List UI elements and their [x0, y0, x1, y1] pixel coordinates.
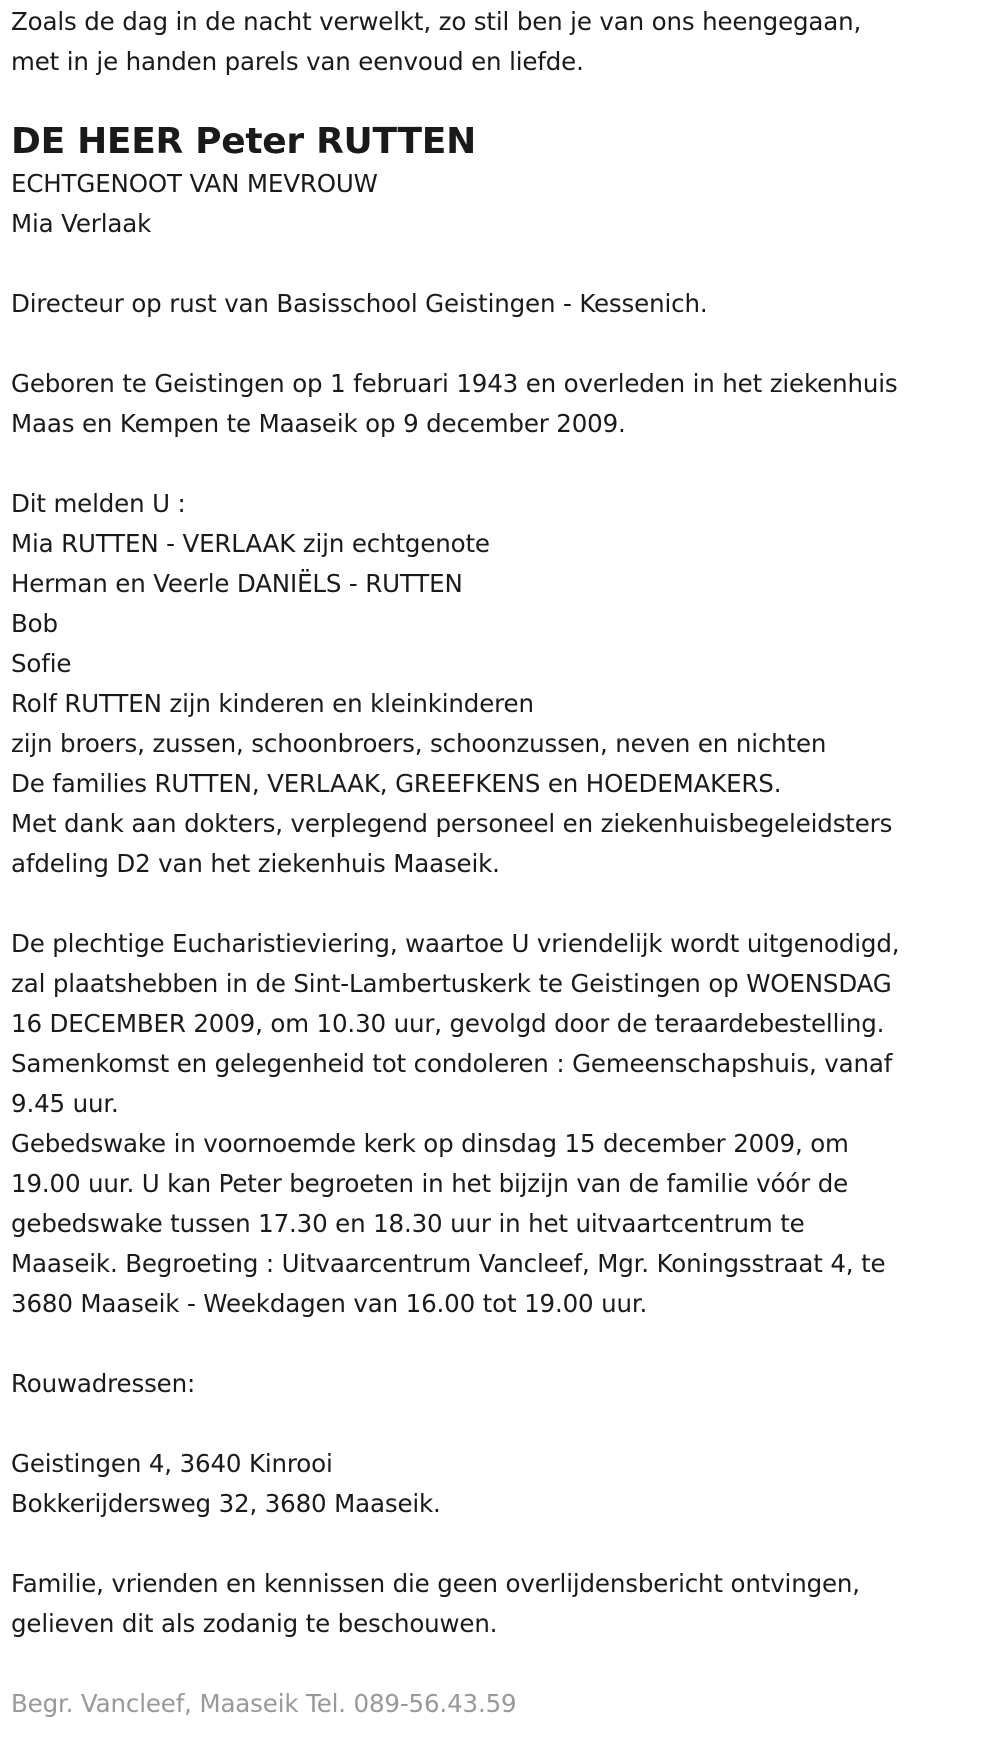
- birth-death-line: Maas en Kempen te Maaseik op 9 december 2009.: [11, 409, 626, 438]
- address-line: Geistingen 4, 3640 Kinrooi: [11, 1449, 333, 1478]
- occupation: Directeur op rust van Basisschool Geistingen - Kessenich.: [11, 289, 708, 318]
- spouse-name: Mia Verlaak: [11, 209, 152, 238]
- ceremony-line: 3680 Maaseik - Weekdagen van 16.00 tot 19.00 uur.: [11, 1289, 648, 1318]
- deceased-name: DE HEER Peter RUTTEN: [11, 121, 476, 162]
- announcer-line: afdeling D2 van het ziekenhuis Maaseik.: [11, 849, 500, 878]
- address-line: Bokkerijdersweg 32, 3680 Maaseik.: [11, 1489, 441, 1518]
- ceremony-line: Samenkomst en gelegenheid tot condoleren : Gemeenschapshuis, vanaf: [11, 1049, 893, 1078]
- mourning-addresses: [11, 1444, 989, 1524]
- spacer: [11, 1644, 989, 1684]
- announcer-line: Rolf RUTTEN zijn kinderen en kleinkinderen: [11, 689, 534, 718]
- ceremony-line: zal plaatshebben in de Sint-Lambertuskerk te Geistingen op WOENSDAG: [11, 969, 892, 998]
- ceremony-line: Gebedswake in voornoemde kerk op dinsdag 15 december 2009, om: [11, 1129, 849, 1158]
- spacer: [11, 244, 989, 284]
- closing-line: gelieven dit als zodanig te beschouwen.: [11, 1609, 498, 1638]
- announcer-line: zijn broers, zussen, schoonbroers, schoonzussen, neven en nichten: [11, 729, 827, 758]
- spacer: [11, 884, 989, 924]
- ceremony-line: 16 DECEMBER 2009, om 10.30 uur, gevolgd door de teraardebestelling.: [11, 1009, 885, 1038]
- ceremony-line: 9.45 uur.: [11, 1089, 119, 1118]
- ceremony-details: [11, 924, 989, 1324]
- funeral-home-footer: Begr. Vancleef, Maaseik Tel. 089-56.43.59: [11, 1689, 517, 1718]
- addresses-heading: Rouwadressen:: [11, 1369, 196, 1398]
- intro-verse: [11, 2, 989, 82]
- intro-line: Zoals de dag in de nacht verwelkt, zo stil ben je van ons heengegaan,: [11, 7, 862, 36]
- announcer-line: Herman en Veerle DANIËLS - RUTTEN: [11, 569, 463, 598]
- closing-line: Familie, vrienden en kennissen die geen overlijdensbericht ontvingen,: [11, 1569, 860, 1598]
- relation-label: ECHTGENOOT VAN MEVROUW: [11, 169, 378, 198]
- announcers-heading: Dit melden U :: [11, 489, 186, 518]
- spacer: [11, 1324, 989, 1364]
- ceremony-line: 19.00 uur. U kan Peter begroeten in het bijzijn van de familie vóór de: [11, 1169, 849, 1198]
- announcers-list: [11, 524, 989, 884]
- spacer: [11, 324, 989, 364]
- announcer-line: Sofie: [11, 649, 72, 678]
- announcer-line: De families RUTTEN, VERLAAK, GREEFKENS en HOEDEMAKERS.: [11, 769, 782, 798]
- ceremony-line: gebedswake tussen 17.30 en 18.30 uur in het uitvaartcentrum te: [11, 1209, 805, 1238]
- spacer: [11, 444, 989, 484]
- intro-line: met in je handen parels van eenvoud en liefde.: [11, 47, 584, 76]
- announcer-line: Mia RUTTEN - VERLAAK zijn echtgenote: [11, 529, 490, 558]
- spacer: [11, 1404, 989, 1444]
- spacer: [11, 1524, 989, 1564]
- ceremony-line: De plechtige Eucharistieviering, waartoe U vriendelijk wordt uitgenodigd,: [11, 929, 900, 958]
- announcer-line: Met dank aan dokters, verplegend personeel en ziekenhuisbegeleidsters: [11, 809, 893, 838]
- ceremony-line: Maaseik. Begroeting : Uitvaarcentrum Vancleef, Mgr. Koningsstraat 4, te: [11, 1249, 886, 1278]
- birth-death-line: Geboren te Geistingen op 1 februari 1943 en overleden in het ziekenhuis: [11, 369, 898, 398]
- announcer-line: Bob: [11, 609, 58, 638]
